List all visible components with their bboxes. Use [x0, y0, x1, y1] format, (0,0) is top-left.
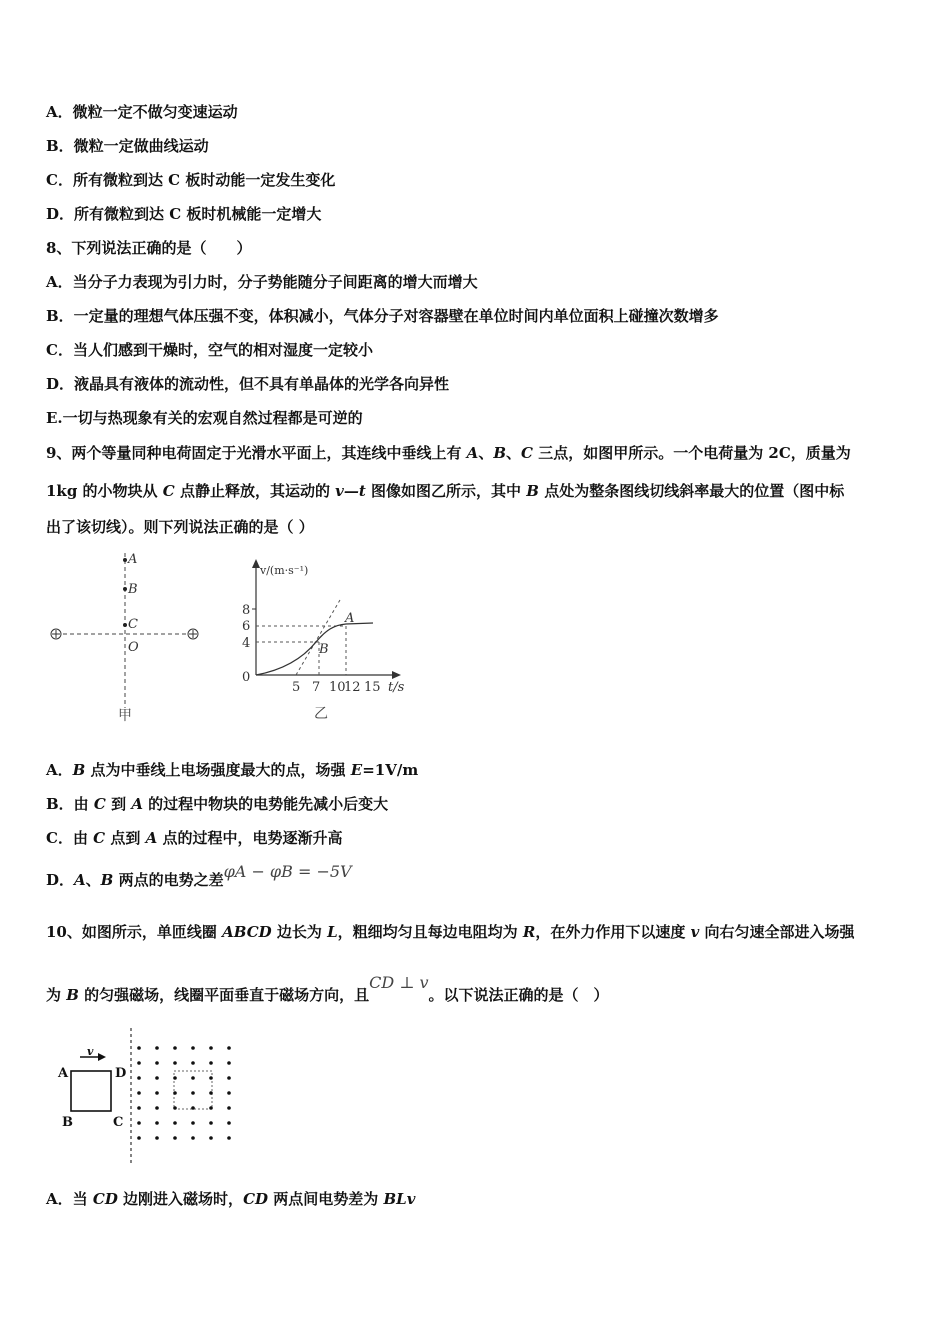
x-axis-label: t/s	[388, 680, 405, 695]
coil-abcd	[71, 1071, 111, 1111]
label-b: B	[62, 1115, 73, 1130]
field-dot	[173, 1121, 177, 1125]
q8-option-c: C．当人们感到干燥时，空气的相对湿度一定较小	[46, 341, 373, 359]
field-dot	[191, 1046, 195, 1050]
q10-stem-line1: 10、如图所示，单匝线圈 ABCD 边长为 L，粗细均匀且每边电阻均为 R，在外力作用下以速度 v 向右匀速全部进入场强	[46, 923, 855, 941]
label-a: A	[58, 1066, 69, 1081]
field-dot	[137, 1046, 141, 1050]
field-dot	[137, 1136, 141, 1140]
field-dot	[227, 1046, 231, 1050]
field-dot	[209, 1046, 213, 1050]
q9-option-b: B．由 C 到 A 的过程中物块的电势能先减小后变大	[46, 795, 389, 813]
field-dot	[137, 1121, 141, 1125]
field-dot	[137, 1061, 141, 1065]
q8-option-d: D．液晶具有液体的流动性，但不具有单晶体的光学各向异性	[46, 375, 450, 393]
y-tick-6: 6	[242, 619, 251, 634]
field-dot	[227, 1076, 231, 1080]
field-dot	[137, 1106, 141, 1110]
magnetic-field-dots	[137, 1046, 231, 1140]
q10-figure	[50, 1026, 240, 1166]
field-dot	[209, 1091, 213, 1095]
q9-stem-line3: 出了该切线）。则下列说法正确的是（ ）	[46, 518, 314, 536]
field-dot	[227, 1091, 231, 1095]
q10-option-a: A．当 CD 边刚进入磁场时，CD 两点间电势差为 BLv	[46, 1190, 416, 1208]
point-c-dot	[123, 623, 127, 627]
field-dot	[137, 1091, 141, 1095]
q9-figure-yi	[228, 550, 428, 728]
field-dot	[173, 1061, 177, 1065]
q7-option-d: D．所有微粒到达 C 板时机械能一定增大	[46, 205, 322, 223]
q7-option-a: A．微粒一定不做匀变速运动	[46, 103, 238, 121]
field-dot	[191, 1106, 195, 1110]
label-b: B	[128, 582, 138, 597]
q10-stem-line2: 为 B 的匀强磁场，线圈平面垂直于磁场方向，且CD ⊥ v。以下说法正确的是（ ）	[46, 973, 609, 1004]
y-axis-label: v/(m·s⁻¹)	[260, 564, 309, 577]
field-dot	[191, 1076, 195, 1080]
q9-option-a: A．B 点为中垂线上电场强度最大的点，场强 E=1V/m	[46, 761, 419, 779]
y-tick-8: 8	[242, 603, 251, 618]
field-dot	[227, 1136, 231, 1140]
point-b-label: B	[319, 642, 329, 657]
field-dot	[191, 1061, 195, 1065]
label-c: C	[113, 1115, 124, 1130]
field-dot	[191, 1121, 195, 1125]
field-dot	[173, 1046, 177, 1050]
potential-difference-formula: φA − φB = −5V	[223, 862, 352, 881]
field-dot	[173, 1106, 177, 1110]
field-dot	[173, 1076, 177, 1080]
label-o: O	[128, 640, 139, 655]
q8-option-a: A．当分子力表现为引力时，分子势能随分子间距离的增大而增大	[46, 273, 478, 291]
q9-stem-line1: 9、两个等量同种电荷固定于光滑水平面上，其连线中垂线上有 A、B、C 三点，如图甲所示。一个电荷量为 2C，质量为	[46, 444, 851, 462]
q9-option-d: D．A、B 两点的电势之差φA − φB = −5V	[46, 862, 352, 889]
field-dot	[137, 1076, 141, 1080]
point-a-label: A	[345, 611, 355, 626]
point-a-dot	[123, 558, 127, 562]
q9-stem-line2: 1kg 的小物块从 C 点静止释放，其运动的 v—t 图像如图乙所示，其中 B 点处为整条图线切线斜率最大的位置（图中标	[46, 482, 845, 500]
field-dot	[173, 1091, 177, 1095]
field-dot	[155, 1061, 159, 1065]
label-v: v	[87, 1045, 94, 1058]
q8-stem: 8、下列说法正确的是（ ）	[46, 239, 252, 257]
field-dot	[155, 1121, 159, 1125]
field-dot	[173, 1136, 177, 1140]
q7-option-b: B．微粒一定做曲线运动	[46, 137, 209, 155]
label-c: C	[128, 617, 138, 632]
field-dot	[209, 1106, 213, 1110]
field-dot	[227, 1106, 231, 1110]
field-dot	[227, 1121, 231, 1125]
y-tick-0: 0	[242, 670, 251, 685]
field-dot	[155, 1091, 159, 1095]
label-d: D	[115, 1066, 127, 1081]
positive-charge-left	[51, 629, 61, 639]
point-b-dot	[123, 587, 127, 591]
field-dot	[155, 1136, 159, 1140]
perpendicular-formula: CD ⊥ v	[369, 973, 429, 992]
x-tick-7: 7	[312, 680, 321, 695]
caption-yi: 乙	[314, 706, 328, 722]
x-tick-15: 15	[364, 680, 381, 695]
q9-figure-jia	[44, 548, 214, 728]
q7-option-c: C．所有微粒到达 C 板时动能一定发生变化	[46, 171, 336, 189]
x-tick-10: 10	[329, 680, 346, 695]
field-dot	[155, 1106, 159, 1110]
field-dot	[227, 1061, 231, 1065]
vt-curve	[256, 623, 373, 675]
field-dot	[155, 1076, 159, 1080]
q9-option-c: C．由 C 点到 A 点的过程中，电势逐渐升高	[46, 829, 343, 847]
caption-jia: 甲	[118, 708, 132, 724]
field-dot	[191, 1091, 195, 1095]
field-dot	[155, 1046, 159, 1050]
field-dot	[209, 1076, 213, 1080]
tangent-line	[296, 600, 340, 675]
label-a: A	[128, 552, 138, 567]
field-dot	[209, 1121, 213, 1125]
y-tick-4: 4	[242, 636, 251, 651]
field-dot	[191, 1136, 195, 1140]
q8-option-e: E.一切与热现象有关的宏观自然过程都是可逆的	[46, 409, 363, 427]
q8-option-b: B．一定量的理想气体压强不变，体积减小，气体分子对容器壁在单位时间内单位面积上碰撞次数增多	[46, 307, 719, 325]
x-tick-5: 5	[292, 680, 301, 695]
x-tick-12: 12	[344, 680, 361, 695]
field-dot	[209, 1061, 213, 1065]
positive-charge-right	[188, 629, 198, 639]
field-dot	[209, 1136, 213, 1140]
